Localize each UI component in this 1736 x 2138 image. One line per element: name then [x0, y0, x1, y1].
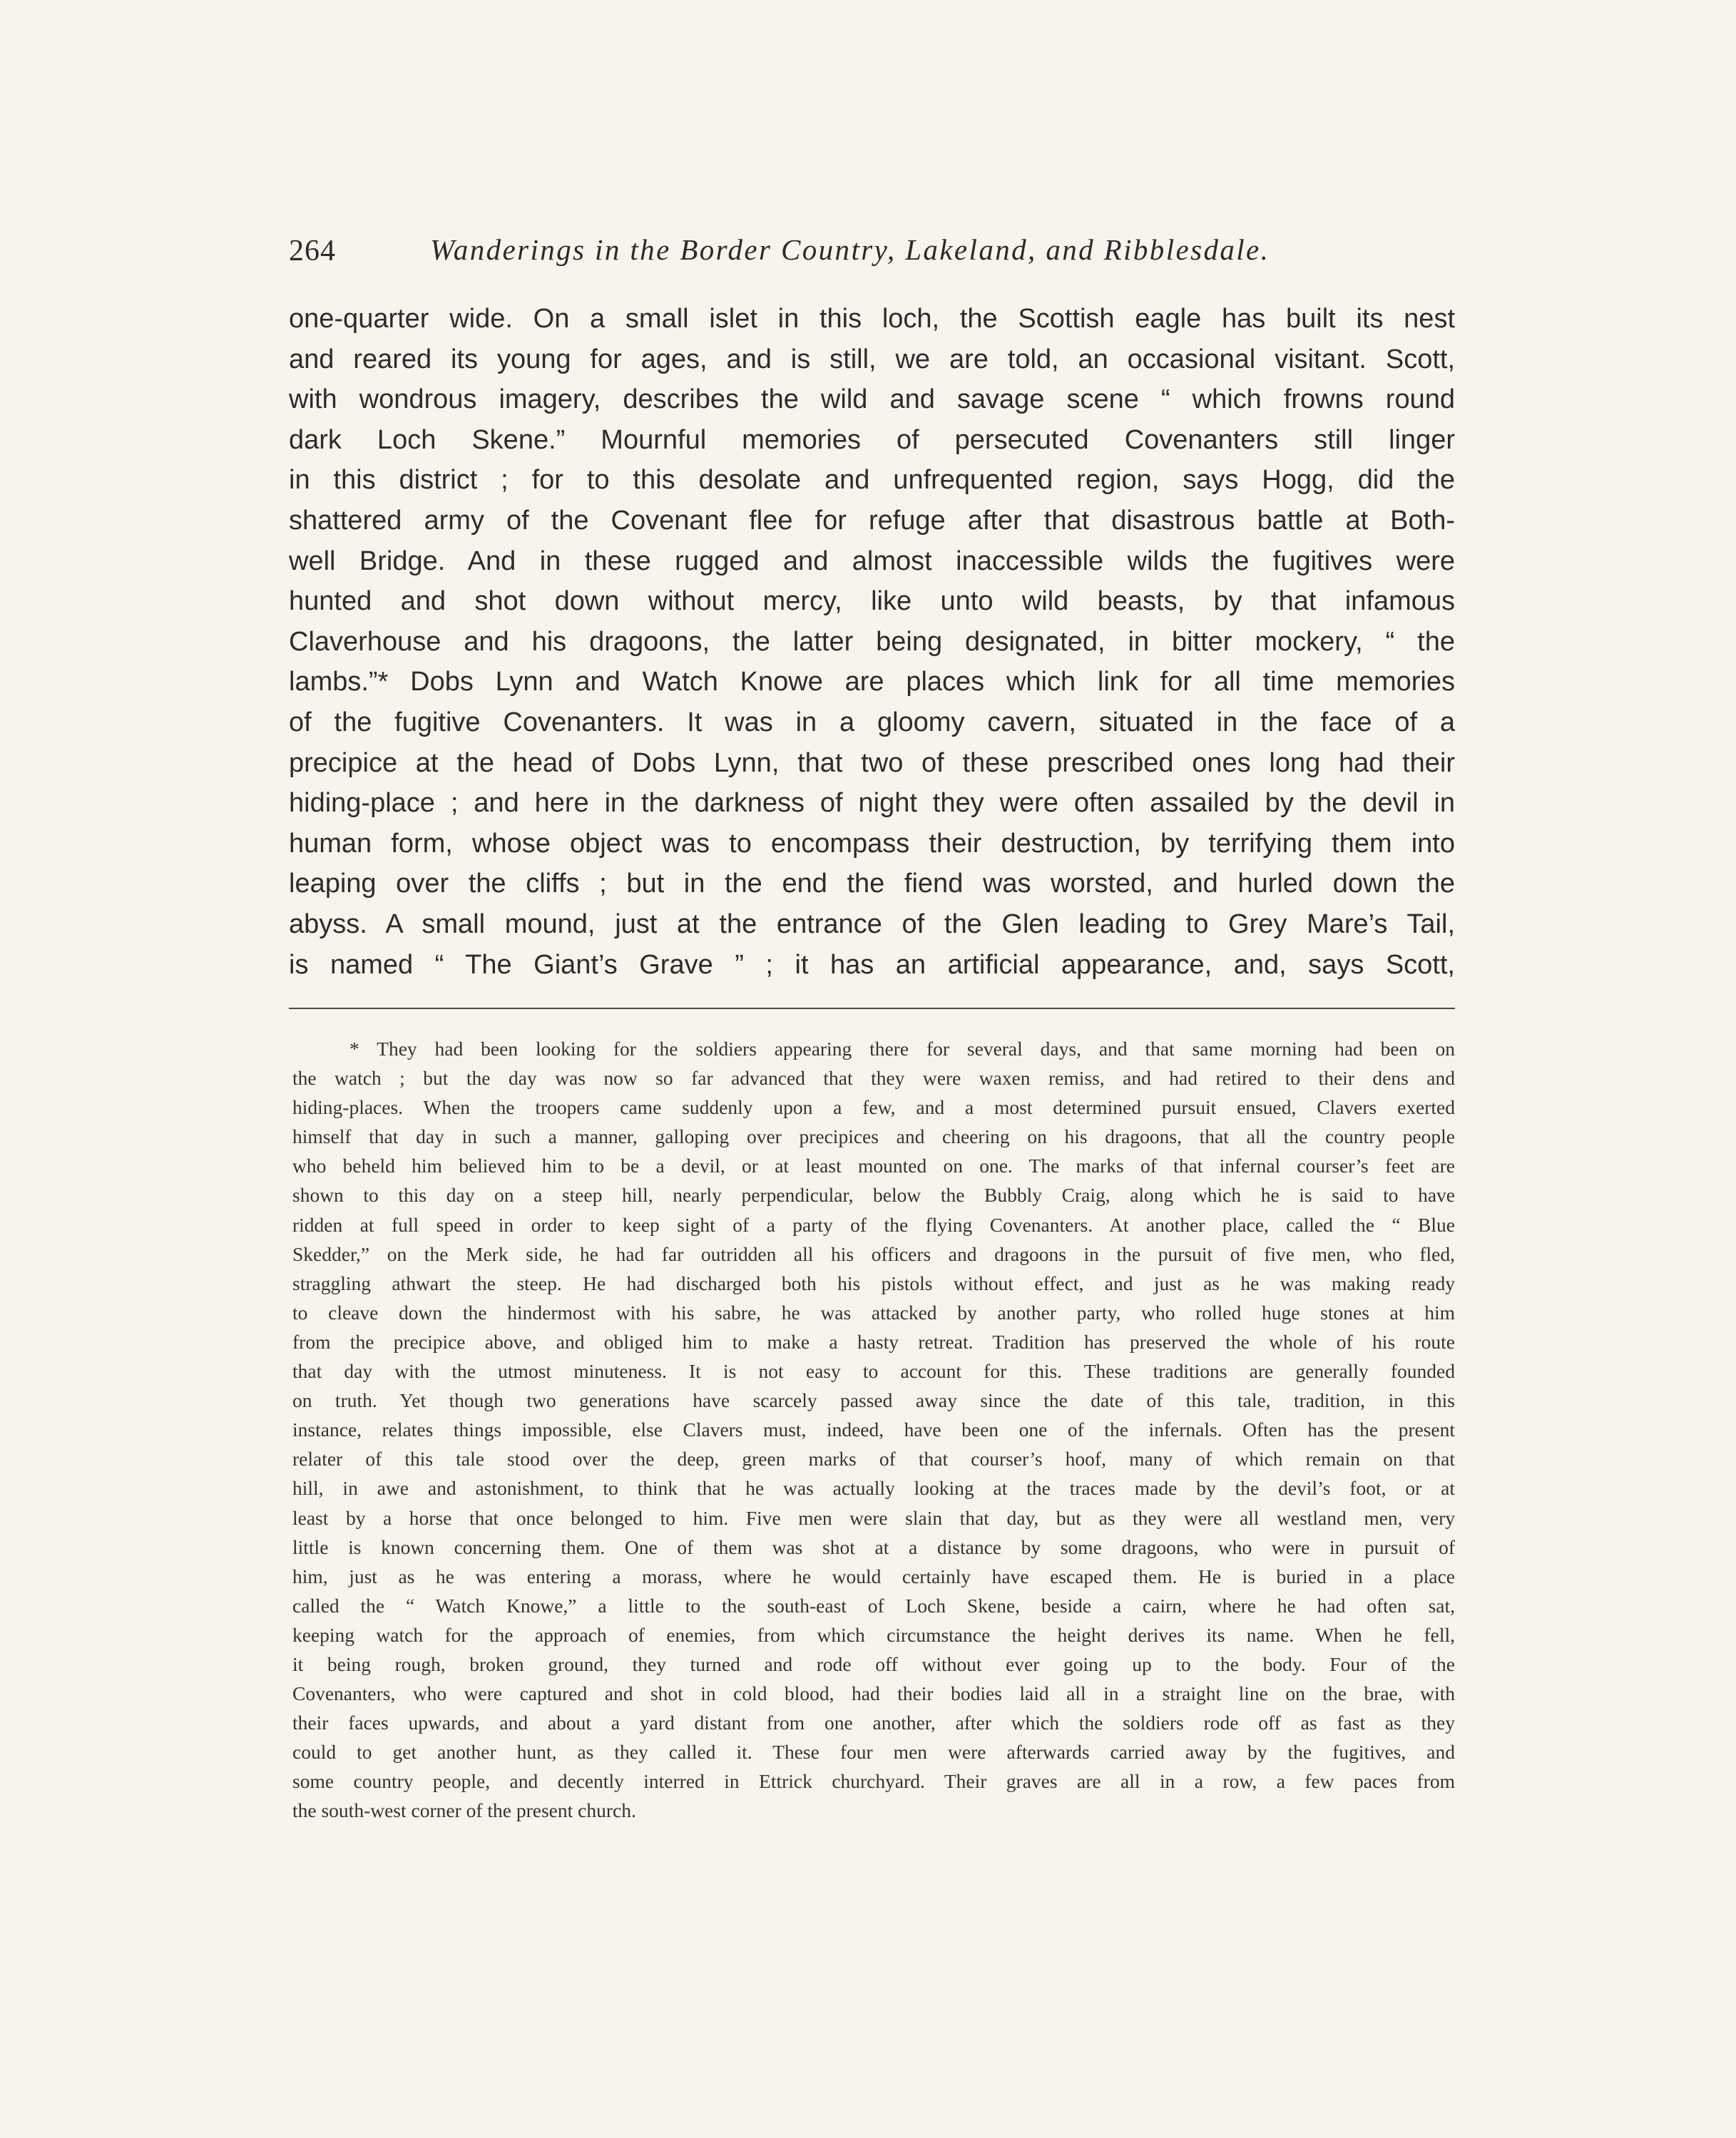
footnote-line: Skedder,” on the Merk side, he had far outridden all his officers and dragoons in the pursuit of five men, who fled,: [292, 1242, 1455, 1265]
text-line: hunted and shot down without mercy, like unto wild beasts, by that infamous: [289, 586, 1455, 617]
footnote-line: could to get another hunt, as they called it. These four men were afterwards carried away by the fugitives, and: [292, 1741, 1455, 1764]
footnote-line: who beheld him believed him to be a devil, or at least mounted on one. The marks of that infernal courser’s feet are: [292, 1155, 1455, 1177]
footnote-line: himself that day in such a manner, galloping over precipices and cheering on his dragoons, that all the country people: [292, 1125, 1455, 1148]
text-line: abyss. A small mound, just at the entrance of the Glen leading to Grey Mare’s Tail,: [289, 909, 1455, 939]
footnote-line: that day with the utmost minuteness. It is not easy to account for this. These traditions are generally founded: [292, 1360, 1455, 1383]
footnote-line: from the precipice above, and obliged him to make a hasty retreat. Tradition has preserved the whole of his route: [292, 1330, 1455, 1353]
footnote-line: little is known concerning them. One of them was shot at a distance by some dragoons, who were in pursuit of: [292, 1535, 1455, 1558]
footnote-line: him, just as he was entering a morass, where he would certainly have escaped them. He is buried in a place: [292, 1565, 1455, 1587]
footnote-line: hill, in awe and astonishment, to think that he was actually looking at the traces made by the devil’s foot, or at: [292, 1477, 1455, 1500]
footnote-line: * They had been looking for the soldiers appearing there for several days, and that same morning had been on: [349, 1038, 1455, 1060]
footnote-line: to cleave down the hindermost with his sabre, he was attacked by another party, who rolled huge stones at him: [292, 1301, 1455, 1324]
footnote-line: the watch ; but the day was now so far advanced that they were waxen remiss, and had retired to their dens and: [292, 1067, 1455, 1090]
running-title: Wanderings in the Border Country, Lakeland, and Ribblesdale.: [430, 233, 1270, 266]
text-line: shattered army of the Covenant flee for refuge after that disastrous battle at Both-: [289, 505, 1455, 536]
footnote-line: Covenanters, who were captured and shot in cold blood, had their bodies laid all in a straight line on the brae, with: [292, 1682, 1455, 1705]
text-line: hiding-place ; and here in the darkness of night they were often assailed by the devil in: [289, 788, 1455, 819]
footnote-line: hiding-places. When the troopers came suddenly upon a few, and a most determined pursuit ensued, Clavers exerted: [292, 1096, 1455, 1119]
footnote-line: keeping watch for the approach of enemies, from which circumstance the height derives its name. When he fell,: [292, 1623, 1455, 1646]
footnote-line: it being rough, broken ground, they turned and rode off without ever going up to the body. Four of the: [292, 1652, 1455, 1675]
footnote-line: relater of this tale stood over the deep, green marks of that courser’s hoof, many of which remain on that: [292, 1448, 1455, 1470]
footnote-divider: [289, 1008, 1455, 1009]
text-line: with wondrous imagery, describes the wild and savage scene “ which frowns round: [289, 384, 1455, 415]
text-line: Claverhouse and his dragoons, the latter being designated, in bitter mockery, “ the: [289, 626, 1455, 657]
footnote-line: ridden at full speed in order to keep sight of a party of the flying Covenanters. At another place, called the “ Blue: [292, 1213, 1455, 1236]
page-number: 264: [289, 235, 336, 267]
footnote-line: instance, relates things impossible, else Clavers must, indeed, have been one of the infernals. Often has the present: [292, 1418, 1455, 1441]
footnote: [292, 1034, 1455, 1826]
footnote-line: least by a horse that once belonged to him. Five men were slain that day, but as they were all westland men, very: [292, 1506, 1455, 1529]
footnote-line: straggling athwart the steep. He had discharged both his pistols without effect, and just as he was making ready: [292, 1272, 1455, 1294]
footnote-line: the south-west corner of the present church.: [292, 1799, 636, 1822]
text-line: of the fugitive Covenanters. It was in a gloomy cavern, situated in the face of a: [289, 707, 1455, 737]
text-line: in this district ; for to this desolate and unfrequented region, says Hogg, did the: [289, 465, 1455, 496]
main-text: [289, 299, 1455, 985]
footnote-line: shown to this day on a steep hill, nearly perpendicular, below the Bubbly Craig, along which he is said to have: [292, 1184, 1455, 1207]
text-line: dark Loch Skene.” Mournful memories of persecuted Covenanters still linger: [289, 424, 1455, 455]
text-line: and reared its young for ages, and is still, we are told, an occasional visitant. Scott,: [289, 344, 1455, 374]
text-line: is named “ The Giant’s Grave ” ; it has an artificial appearance, and, says Scott,: [289, 949, 1455, 980]
text-line: precipice at the head of Dobs Lynn, that two of these prescribed ones long had their: [289, 747, 1455, 778]
text-line: human form, whose object was to encompass their destruction, by terrifying them into: [289, 828, 1455, 859]
footnote-line: called the “ Watch Knowe,” a little to the south-east of Loch Skene, beside a cairn, where he had often sat,: [292, 1594, 1455, 1617]
text-line: well Bridge. And in these rugged and almost inaccessible wilds the fugitives were: [289, 546, 1455, 576]
text-line: leaping over the cliffs ; but in the end the fiend was worsted, and hurled down the: [289, 869, 1455, 899]
text-line: lambs.”* Dobs Lynn and Watch Knowe are places which link for all time memories: [289, 667, 1455, 697]
footnote-line: their faces upwards, and about a yard distant from one another, after which the soldiers rode off as fast as they: [292, 1712, 1455, 1734]
footnote-line: some country people, and decently interred in Ettrick churchyard. Their graves are all in a row, a few paces from: [292, 1770, 1455, 1793]
text-line: one-quarter wide. On a small islet in this loch, the Scottish eagle has built its nest: [289, 304, 1455, 334]
running-header: [289, 230, 1459, 287]
footnote-line: on truth. Yet though two generations have scarcely passed away since the date of this tale, tradition, in this: [292, 1389, 1455, 1412]
